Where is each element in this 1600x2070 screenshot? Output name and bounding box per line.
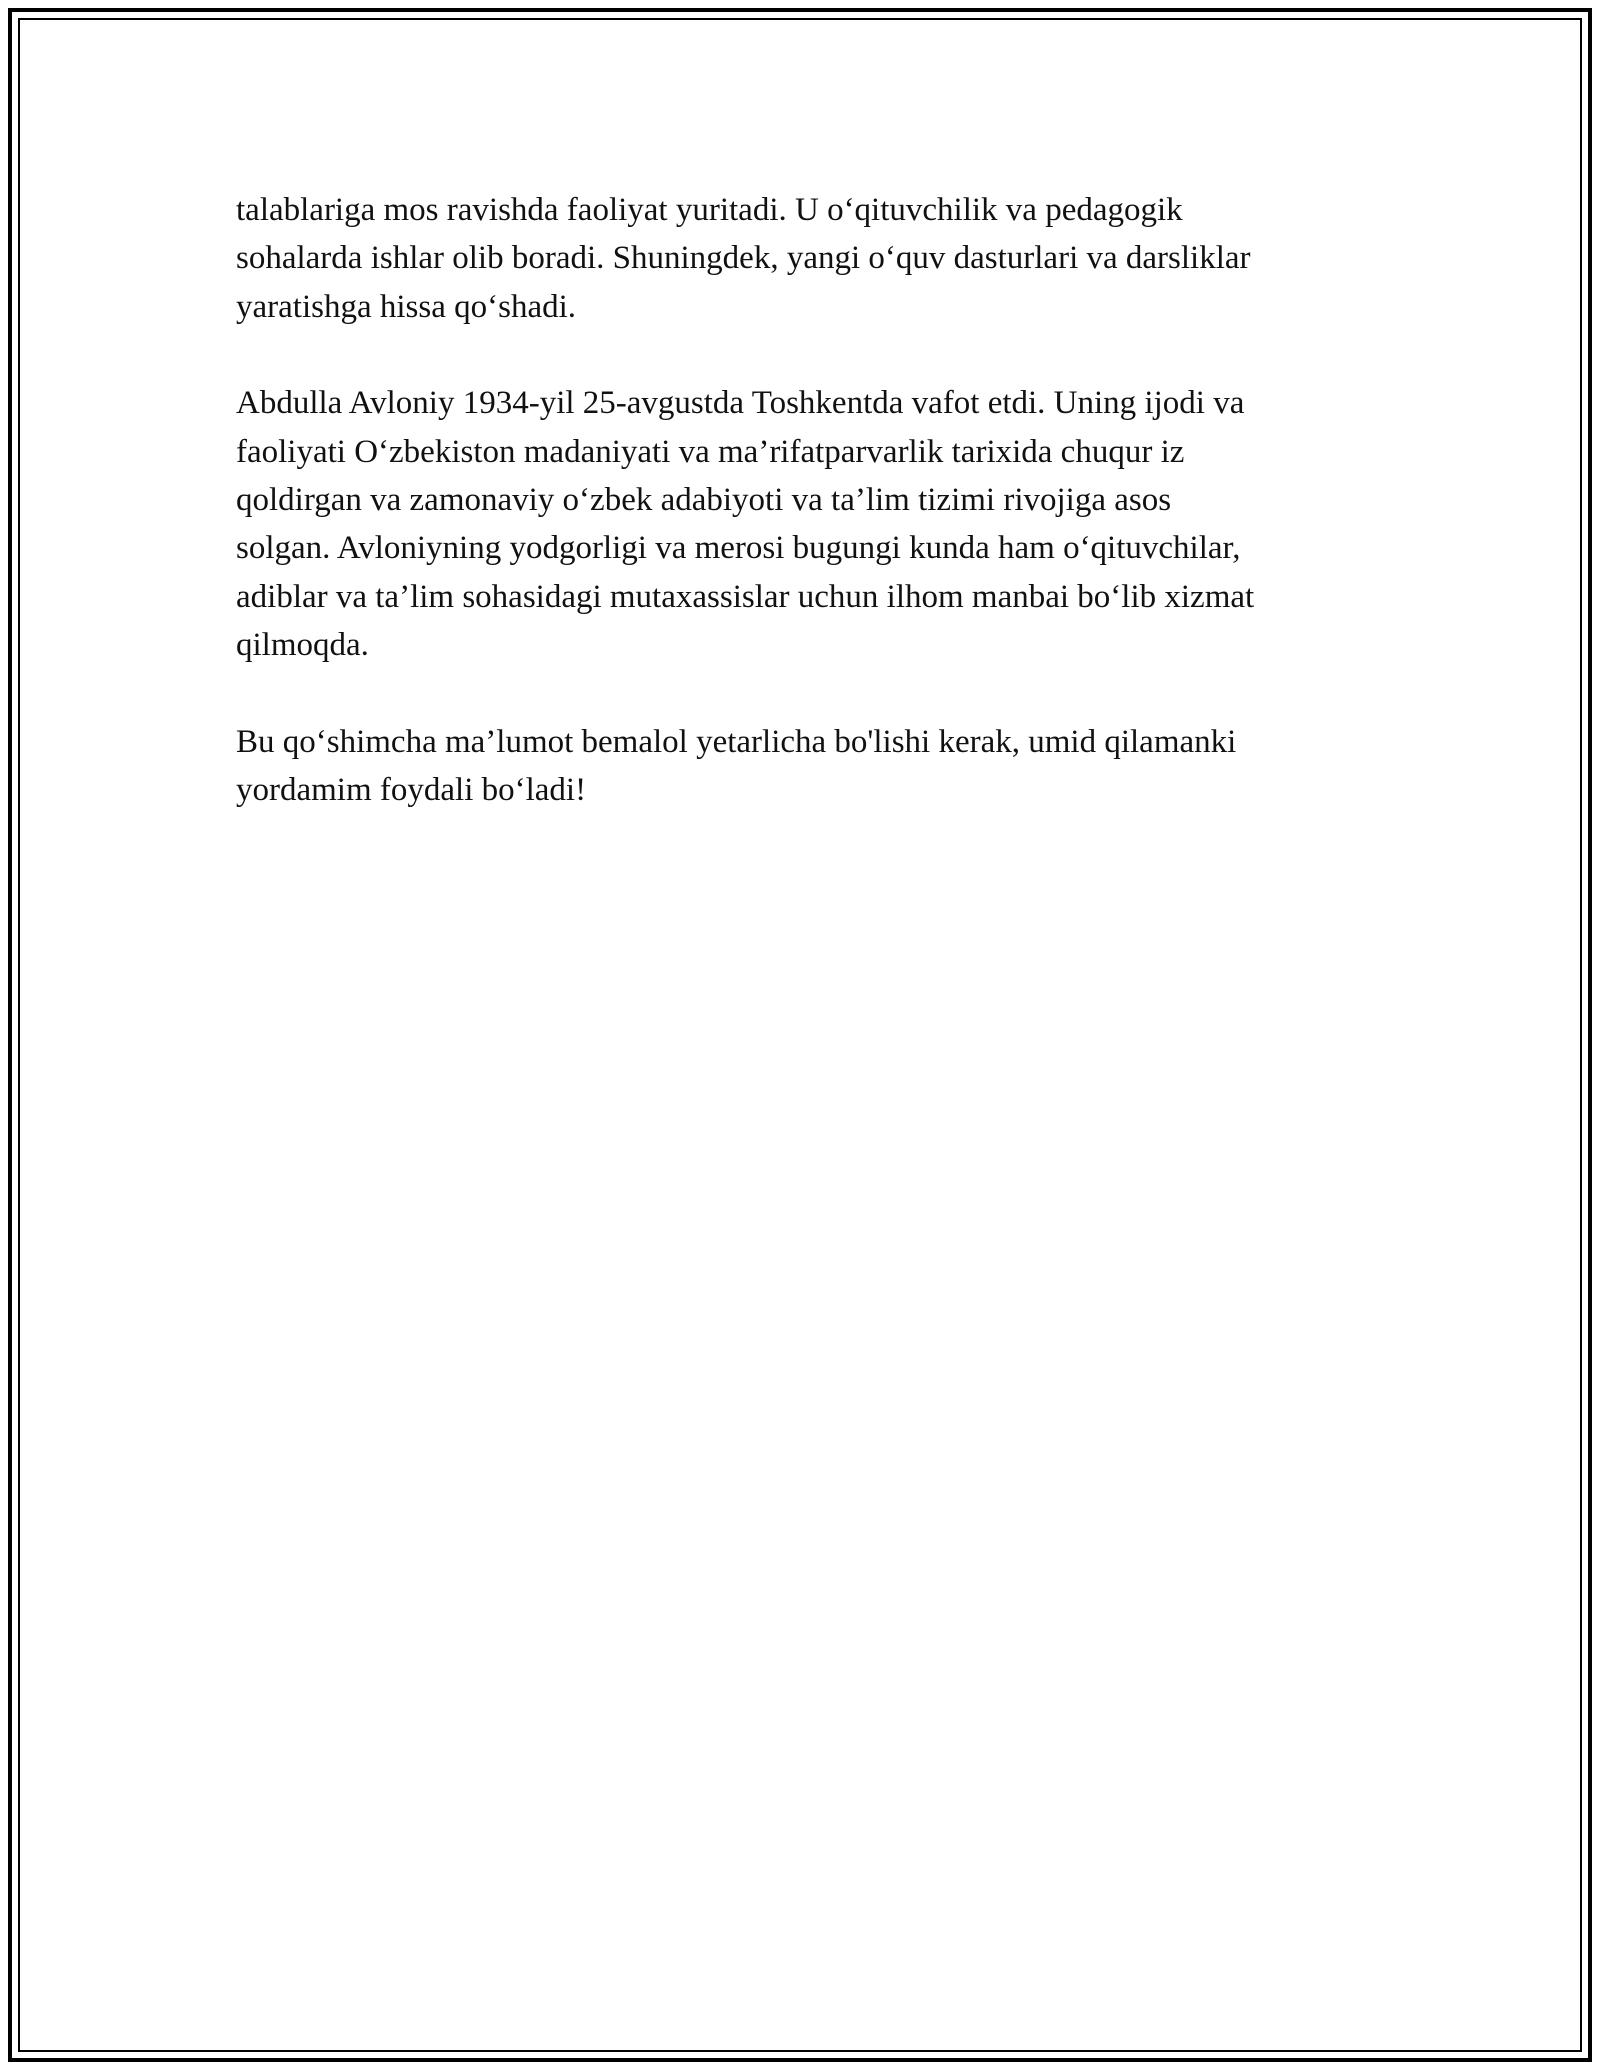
paragraph-2: Abdulla Avloniy 1934-yil 25-avgustda Toshkentda vafot etdi. Uning ijodi va faoliyati O‘zbekiston madaniyati va ma’rifatparvarlik tarixida chuqur iz qoldirgan va zamonaviy o‘zbek adabiyoti va ta’lim tizimi rivojiga asos solgan. Avloniyning yodgorligi va merosi bugungi kunda ham o‘qituvchilar, adiblar va ta’lim sohasidagi mutaxassislar uchun ilhom manbai bo‘lib xizmat qilmoqda.	[236, 385, 1255, 664]
paragraph-1: talablariga mos ravishda faoliyat yuritadi. U o‘qituvchilik va pedagogik sohalarda ishlar olib boradi. Shuningdek, yangi o‘quv dasturlari va darsliklar yaratishga hissa qo‘shadi.	[236, 192, 1251, 325]
page-body	[236, 186, 1376, 862]
paragraph-3: Bu qo‘shimcha ma’lumot bemalol yetarlicha bo'lishi kerak, umid qilamanki yordamim foydali bo‘ladi!	[236, 723, 1237, 809]
